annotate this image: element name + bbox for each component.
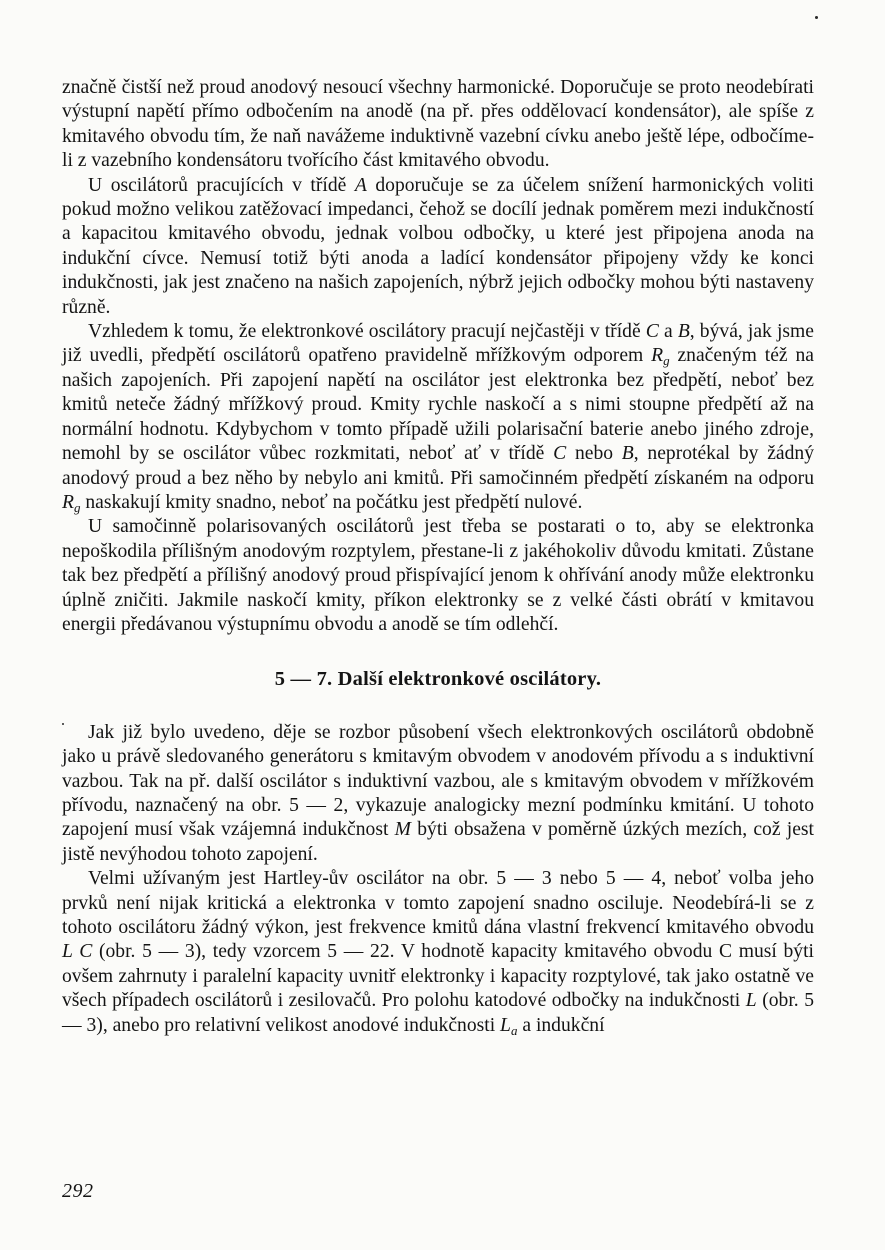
text-run: Jak již bylo uvedeno, děje se rozbor působení všech elektronkových oscilátorů obdobně jako u právě sledovaného generátoru s kmitavým obvodem v anodovém přívodu a s induktivní vazbou. Tak na př. další oscilátor s induktivní vazbou, ale s kmitavým obvodem v mřížkovém přívodu, naznačený na obr. 5 — 2, vykazuje analogicky mezní podmínku kmitání. U tohoto zapojení musí však vzájemná indukčnost bbox=[62, 721, 814, 841]
subscript: g bbox=[663, 353, 670, 369]
text-run: značeným též na našich zapojeních. Při zapojení napětí na oscilátor jest elektronka bez předpětí, neboť bez kmitů neteče žádný mřížkový proud. Kmity rychle naskočí a s nimi stoupne předpětí až na normální hodnotu. Kdybychom v tomto případě užili polarisační baterie anebo jiného zdroje, nemohl by se oscilátor vůbec rozkmitati, neboť ať v třídě bbox=[62, 345, 814, 465]
text-run: U samočinně polarisovaných oscilátorů jest třeba se postarati o to, aby se elektronka nepoškodila přílišným anodovým rozptylem, přestane-li z jakéhokoliv důvodu kmitati. Zůstane tak bez předpětí a přílišný anodový proud přispívající jenom k ohřívání anody může elektronku úplně zničiti. Jakmile naskočí kmity, příkon elektronky se z velké části obrátí v kmitavou energii předávanou výstupnímu obvodu a anodě se tím odlehčí. bbox=[62, 516, 814, 635]
section-heading bbox=[62, 667, 814, 691]
class-symbol: A bbox=[354, 174, 367, 196]
subscript: g bbox=[73, 499, 81, 515]
paragraph bbox=[62, 320, 814, 515]
text-run: naskakují kmity snadno, neboť na počátku jest předpětí nulové. bbox=[80, 491, 583, 513]
class-symbol: C bbox=[553, 443, 567, 465]
subscript: a bbox=[510, 1022, 518, 1038]
text-run: doporučuje se za účelem snížení harmonických voliti pokud možno velikou zatěžovací impedanci, čehož se docílí jednak poměrem mezi indukčností a kapacitou kmitavého obvodu, jednak volbou odbočky, u které jest připojena anoda na indukční cívce. Nemusí totiž býti anoda a ladící kondensátor připojeny vždy ke konci indukčnosti, jak jest značeno na našich zapojeních, nýbrž jejich odbočky mohou býti nastaveny různě. bbox=[62, 174, 814, 318]
section-title: Další elektronkové oscilátory. bbox=[337, 668, 602, 691]
text-run: (obr. 5 — 3), tedy vzorcem 5 — 22. V hodnotě kapacity kmitavého obvodu C musí býti ovšem zahrnuty i paralelní kapacity uvnitř elektronky i kapacity rozptylové, tak jako ostatně ve všech případech oscilátorů i zesilovačů. Pro polohu katodové odbočky na indukčnosti bbox=[62, 941, 814, 1012]
paragraph bbox=[62, 721, 814, 867]
page-number: 292 bbox=[62, 1180, 94, 1202]
resistor-symbol: R bbox=[62, 491, 74, 513]
text-run: U oscilátorů pracujících v třídě bbox=[88, 174, 355, 196]
inductance-symbol: L bbox=[745, 990, 757, 1012]
text-run: a bbox=[658, 321, 678, 343]
paragraph bbox=[62, 867, 814, 1038]
text-run: , bývá, jak jsme již uvedli, předpětí oscilátorů opatřeno pravidelně mřížkovým odporem bbox=[62, 321, 814, 367]
paragraph-text: značně čistší než proud anodový nesoucí všechny harmonické. Doporučuje se proto neodebírati výstupní napětí přímo odbočením na anodě (na př. přes oddělovací kondensátor), ale spíše z kmitavého obvodu tím, že naň navážeme induktivně vazební cívku anebo ještě lépe, odbočíme-li z vazebního kondensátoru tvořícího část kmitavého obvodu. bbox=[62, 77, 814, 172]
text-run: Vzhledem k tomu, že elektronkové oscilátory pracují nejčastěji v třídě bbox=[88, 321, 646, 343]
text-run: býti obsažena v poměrně úzkých mezích, což jest jistě nevýhodou tohoto zapojení. bbox=[62, 819, 814, 865]
text-column bbox=[62, 76, 814, 1038]
section-number: 5 — 7. bbox=[274, 668, 333, 691]
class-symbol: C bbox=[645, 321, 659, 343]
text-run: nebo bbox=[566, 443, 622, 465]
text-run: , neprotékal by žádný anodový proud a bez něho by nebylo ani kmitů. Při samočinném předpětí získaném na odporu bbox=[62, 443, 814, 489]
paragraph bbox=[62, 515, 814, 637]
text-run: (obr. 5 — 3), anebo pro relativní velikost anodové indukčnosti bbox=[62, 990, 814, 1036]
resistor-symbol: R bbox=[651, 345, 664, 367]
inductance-symbol: M bbox=[394, 819, 411, 841]
class-symbol: B bbox=[621, 443, 634, 465]
paragraph bbox=[62, 76, 814, 174]
circuit-symbol: L C bbox=[62, 941, 93, 963]
class-symbol: B bbox=[677, 321, 690, 343]
text-run: Velmi užívaným jest Hartley-ův oscilátor na obr. 5 — 3 nebo 5 — 4, neboť volba jeho prvků není nijak kritická a elektronka v tomto zapojení snadno osciluje. Neodebírá-li se z tohoto oscilátoru žádný výkon, jest frekvence kmitů dána vlastní frekvencí kmitavého obvodu bbox=[62, 868, 814, 938]
ink-speck bbox=[815, 16, 818, 19]
inductance-symbol: L bbox=[500, 1014, 511, 1036]
text-run: a indukční bbox=[517, 1014, 605, 1036]
paragraph bbox=[62, 174, 814, 320]
